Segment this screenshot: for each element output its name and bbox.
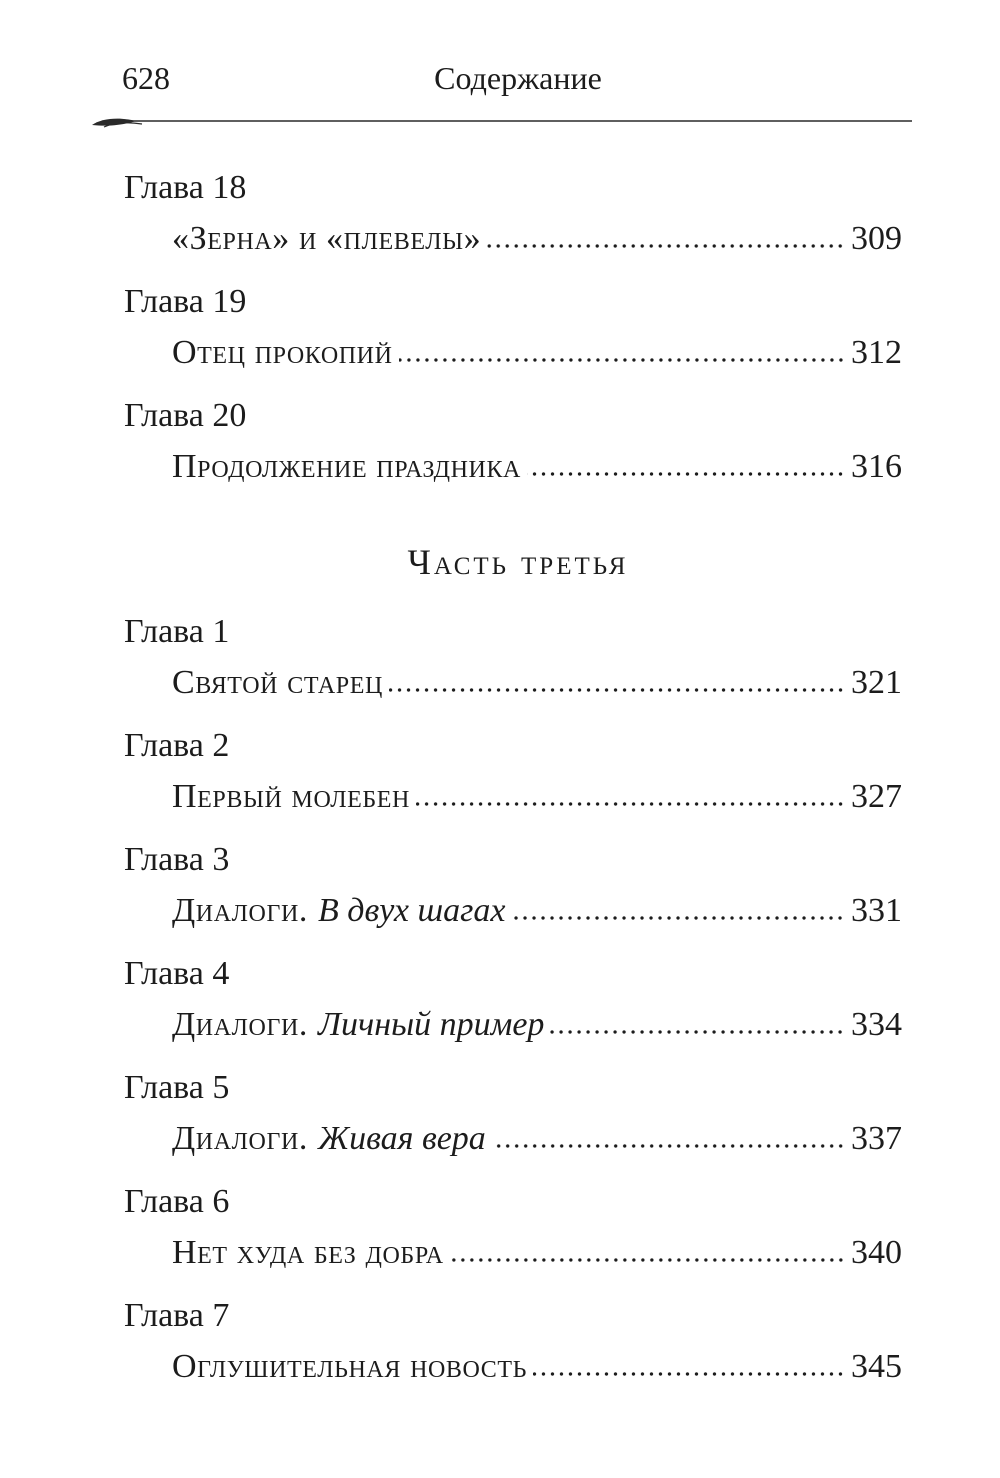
toc-entry — [124, 168, 902, 262]
dot-leader — [389, 687, 845, 693]
chapter-label: Глава 2 — [124, 727, 230, 764]
page-reference: 334 — [851, 1006, 902, 1043]
toc-entry — [124, 1296, 902, 1390]
page-reference: 309 — [851, 220, 902, 257]
dot-leader — [487, 243, 845, 249]
chapter-subtitle-italic: Живая вера — [317, 1120, 486, 1157]
chapter-label: Глава 7 — [124, 1297, 230, 1334]
page-reference: 340 — [851, 1234, 902, 1271]
chapter-title: Святой старец — [172, 664, 383, 701]
toc-title-line — [172, 1230, 902, 1276]
dot-leader — [450, 1257, 845, 1263]
chapter-label: Глава 19 — [124, 283, 247, 320]
running-title: Содержание — [434, 60, 602, 96]
chapter-title: Отец прокопий — [172, 334, 393, 371]
toc-title-line — [172, 444, 902, 490]
toc-entry — [124, 612, 902, 706]
page-reference: 316 — [851, 448, 902, 485]
chapter-title: Диалоги. — [172, 892, 308, 929]
dot-leader — [416, 801, 845, 807]
toc-entry — [124, 954, 902, 1048]
chapter-label: Глава 18 — [124, 169, 247, 206]
page-reference: 345 — [851, 1348, 902, 1385]
toc-entry — [124, 840, 902, 934]
page-reference: 312 — [851, 334, 902, 371]
dot-leader — [533, 1371, 845, 1377]
dot-leader — [550, 1029, 845, 1035]
chapter-title: Диалоги. — [172, 1006, 308, 1043]
dot-leader — [492, 1143, 845, 1149]
toc-title-line — [172, 660, 902, 706]
chapter-title: Первый молебен — [172, 778, 410, 815]
chapter-title: Диалоги. — [172, 1120, 308, 1157]
toc-entry — [124, 396, 902, 490]
toc-title-line — [172, 330, 902, 376]
toc-entry — [124, 282, 902, 376]
chapter-title: Оглушительная новость — [172, 1348, 528, 1385]
chapter-subtitle-italic: В двух шагах — [317, 892, 506, 929]
toc-entry — [124, 726, 902, 820]
chapter-title: «Зерна» и «плевелы» — [172, 220, 482, 257]
header-rule-ornament — [90, 112, 912, 132]
chapter-label: Глава 20 — [124, 397, 247, 434]
dot-leader — [527, 471, 845, 477]
dot-leader — [399, 357, 845, 363]
toc-title-line — [172, 888, 902, 934]
page-reference: 337 — [851, 1120, 902, 1157]
toc-title-line — [172, 774, 902, 820]
chapter-label: Глава 3 — [124, 841, 230, 878]
toc-entry — [124, 1182, 902, 1276]
chapter-title: Нет худа без добра — [172, 1234, 444, 1271]
page-reference: 331 — [851, 892, 902, 929]
chapter-title: Продолжение праздника — [172, 448, 521, 485]
dot-leader — [511, 915, 845, 921]
toc-title-line — [172, 216, 902, 262]
page-number: 628 — [122, 60, 170, 96]
chapter-subtitle-italic: Личный пример — [317, 1006, 545, 1043]
chapter-label: Глава 4 — [124, 955, 230, 992]
part-heading: Часть третья — [407, 542, 629, 582]
chapter-label: Глава 5 — [124, 1069, 230, 1106]
toc-title-line — [172, 1002, 902, 1048]
toc-entry — [124, 1068, 902, 1162]
toc-title-line — [172, 1344, 902, 1390]
chapter-label: Глава 1 — [124, 613, 230, 650]
page-reference: 327 — [851, 778, 902, 815]
chapter-label: Глава 6 — [124, 1183, 230, 1220]
toc-title-line — [172, 1116, 902, 1162]
page-reference: 321 — [851, 664, 902, 701]
